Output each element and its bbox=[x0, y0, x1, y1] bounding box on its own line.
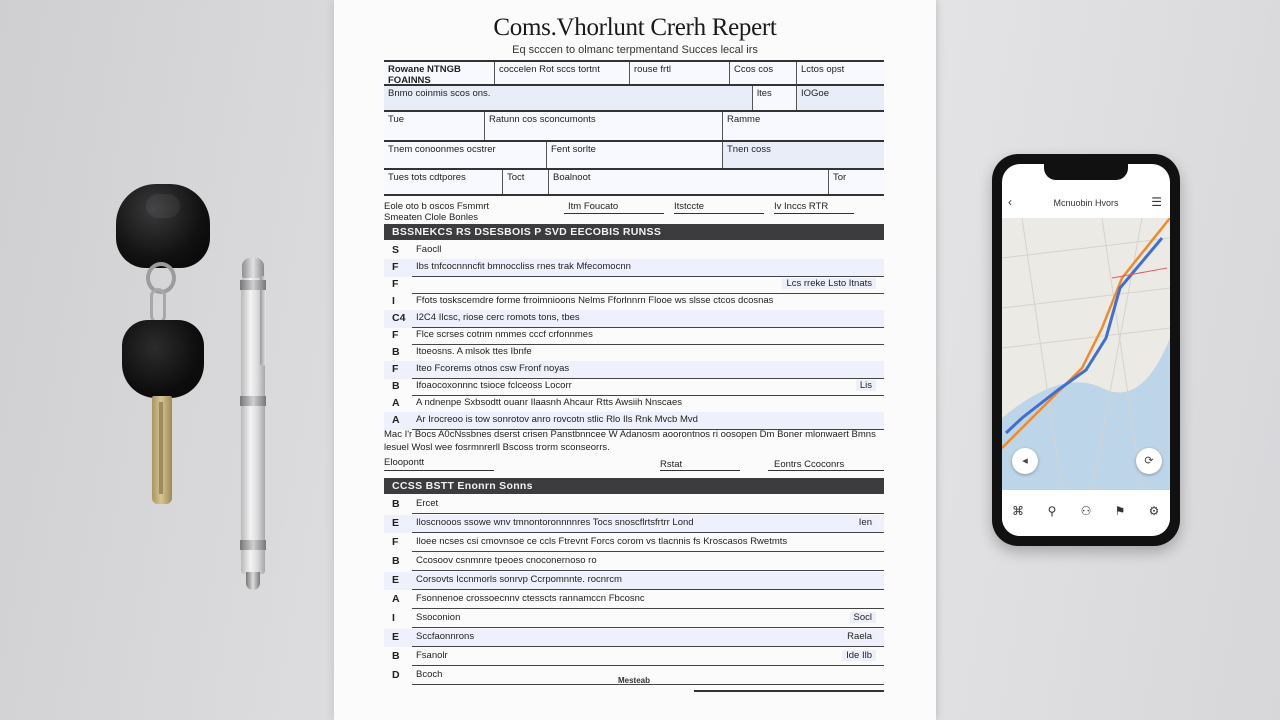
line-item-number: E bbox=[392, 574, 400, 586]
line-item-number: F bbox=[392, 329, 399, 341]
form-line-item[interactable] bbox=[384, 591, 884, 609]
line-item-text: I2C4 Ilcsc, riose cerc romots tons, tbes bbox=[416, 312, 580, 323]
key-blade bbox=[152, 396, 172, 504]
form-field[interactable]: Fent sorlte bbox=[546, 142, 722, 168]
line-item-text: Iteo Fcorems otnos csw Fronf noyas bbox=[416, 363, 570, 374]
line-item-rule bbox=[412, 551, 884, 552]
info-field[interactable]: Itm Foucato bbox=[564, 200, 664, 214]
line-item-rule bbox=[412, 513, 884, 514]
form-field[interactable]: IOGoe bbox=[796, 86, 884, 110]
form-line-item[interactable] bbox=[384, 361, 884, 379]
line-item-rule bbox=[412, 627, 884, 628]
line-item-text: Fsonnenoe crossoecnnv ctesscts rannamccn Fbcosnc bbox=[416, 593, 645, 604]
key-ring-link bbox=[150, 288, 166, 324]
pen-band bbox=[240, 396, 266, 406]
line-item-text: Faocll bbox=[416, 244, 442, 255]
form-line-item[interactable] bbox=[384, 534, 884, 552]
pen-cap bbox=[242, 258, 264, 278]
form-line-item[interactable] bbox=[384, 395, 884, 413]
bottom-nav bbox=[1002, 490, 1170, 536]
line-item-text: Fsanolr bbox=[416, 650, 448, 661]
nav-home-icon[interactable]: ⌘ bbox=[1012, 504, 1024, 518]
line-item-text: Flce scrses cotnm nmmes cccf crfonnmes bbox=[416, 329, 593, 340]
pen bbox=[238, 258, 268, 590]
form-line-item[interactable] bbox=[384, 276, 884, 294]
document-title: Coms.Vhorlunt Crerh Repert bbox=[493, 14, 777, 41]
line-item-rule bbox=[412, 665, 884, 666]
form-line-item[interactable] bbox=[384, 629, 884, 647]
pen-band bbox=[240, 280, 266, 290]
line-item-value[interactable]: Socl bbox=[850, 612, 876, 623]
form-line-item[interactable] bbox=[384, 496, 884, 514]
header-row bbox=[384, 84, 884, 110]
paragraph-line: Eloopontt bbox=[384, 457, 425, 468]
line-item-text: Ifoaocoxonnnc tsioce fclceoss Locorr bbox=[416, 380, 572, 391]
back-icon[interactable]: ‹ bbox=[1008, 195, 1012, 209]
form-field[interactable]: Lctos opst bbox=[796, 62, 884, 84]
line-item-rule bbox=[412, 608, 884, 609]
line-item-number: E bbox=[392, 631, 400, 643]
line-item-rule bbox=[412, 532, 884, 533]
line-item-number: B bbox=[392, 346, 400, 358]
line-item-text: Itoeosns. A mlsok ttes Ibnfe bbox=[416, 346, 532, 357]
line-item-value[interactable]: Ien bbox=[855, 517, 876, 528]
line-item-text: Ercet bbox=[416, 498, 439, 509]
line-item-rule bbox=[412, 646, 884, 647]
line-item-value[interactable]: Lis bbox=[856, 380, 876, 391]
line-item-text: Ccosoov csnmnre tpeoes cnoconernoso ro bbox=[416, 555, 597, 566]
key-fob bbox=[116, 184, 210, 268]
line-item-number: B bbox=[392, 650, 400, 662]
map-left-button[interactable]: ◂ bbox=[1012, 448, 1038, 474]
form-field[interactable]: Tnem conoonmes ocstrer bbox=[384, 142, 546, 168]
nav-search-icon[interactable]: ⚲ bbox=[1047, 504, 1057, 518]
form-line-item[interactable] bbox=[384, 259, 884, 277]
line-item-number: B bbox=[392, 555, 400, 567]
paragraph-line: Eontrs Ccoconrs bbox=[774, 459, 845, 470]
line-item-rule bbox=[412, 589, 884, 590]
line-item-number: A bbox=[392, 414, 400, 426]
line-item-text: Sccfaonnrons bbox=[416, 631, 475, 642]
form-line-item[interactable] bbox=[384, 310, 884, 328]
pen-tip bbox=[246, 572, 260, 590]
form-field[interactable]: Boalnoot bbox=[548, 170, 828, 194]
nav-flag-icon[interactable]: ⚑ bbox=[1114, 504, 1126, 518]
document-subtitle: Eq scccen to olmanc terpmentand Succes lecal irs bbox=[512, 44, 758, 56]
form-code: Mesteab bbox=[617, 676, 650, 685]
header-row bbox=[384, 60, 884, 84]
report-paragraph: Mac I'r Bocs A0cNssbnes dserst crisen Panstbnncee W Adanosm aoorontnos ri oosopen Dm Boner mlonwaert Bmns lesuel Wosl wee fosrmnrerll Bscoss trorm sconseorrs. bbox=[384, 429, 876, 453]
form-line-item[interactable] bbox=[384, 242, 884, 260]
line-item-rule bbox=[412, 570, 884, 571]
form-field[interactable]: Bnmo coinmis scos ons. bbox=[384, 86, 752, 110]
form-line-item[interactable] bbox=[384, 610, 884, 628]
header-row bbox=[384, 168, 884, 196]
nav-car-icon[interactable]: ⚇ bbox=[1080, 504, 1092, 518]
line-item-number: C4 bbox=[392, 312, 406, 324]
line-item-number: S bbox=[392, 244, 400, 256]
line-item-text: Corsovts Iccnmorls sonrvp Ccrpomnnte. rocnrcm bbox=[416, 574, 622, 585]
crash-report-document bbox=[334, 0, 936, 720]
line-item-value[interactable]: Lcs rreke Lsto Itnats bbox=[782, 278, 876, 289]
app-bar bbox=[1002, 188, 1170, 218]
nav-settings-icon[interactable]: ⚙ bbox=[1148, 504, 1160, 518]
signature-line[interactable] bbox=[768, 470, 884, 471]
header-row bbox=[384, 140, 884, 168]
line-item-value[interactable]: Ide Ilb bbox=[842, 650, 876, 661]
line-item-number: I bbox=[392, 612, 395, 624]
line-item-number: B bbox=[392, 498, 400, 510]
app-title: Mcnuobin Hvors bbox=[1053, 198, 1119, 208]
form-line-item[interactable] bbox=[384, 515, 884, 533]
form-field[interactable]: Tor bbox=[828, 170, 884, 194]
form-field[interactable]: Ccos cos bbox=[729, 62, 796, 84]
line-item-number: F bbox=[392, 536, 399, 548]
line-item-text: Ffots toskscemdre forme frroimnioons Nelms Fforlnnrn Flooe ws slsse ctcos dcosnas bbox=[416, 295, 774, 306]
form-line-item[interactable] bbox=[384, 327, 884, 345]
info-field[interactable]: Itstccte bbox=[674, 200, 764, 214]
paragraph-line: Rstat bbox=[660, 459, 683, 470]
line-item-text: Iloee ncses csi cmovnsoe ce ccls Ftrevnt Forcs corom vs tlacnnis fs Kroscasos Rwetmts bbox=[416, 536, 788, 547]
line-item-number: B bbox=[392, 380, 400, 392]
key-head bbox=[122, 320, 204, 398]
info-field[interactable]: Iv Inccs RTR bbox=[774, 200, 854, 214]
line-item-number: E bbox=[392, 517, 400, 529]
form-field[interactable]: Ramme bbox=[722, 112, 884, 140]
form-field[interactable]: Toct bbox=[502, 170, 548, 194]
form-field[interactable]: Tues tots cdtpores bbox=[384, 170, 502, 194]
info-line: Eole oto b oscos Fsmmrt bbox=[384, 201, 490, 212]
form-field[interactable]: Tue bbox=[384, 112, 484, 140]
form-line-item[interactable] bbox=[384, 378, 884, 396]
line-item-text: Ibs tnfcocnnncfit bmnoccliss rnes trak Mfecomocnn bbox=[416, 261, 631, 272]
line-item-value[interactable]: Raela bbox=[843, 631, 876, 642]
form-line-item[interactable] bbox=[384, 344, 884, 362]
line-item-text: Bcoch bbox=[416, 669, 443, 680]
line-item-text: Ar Irocreoo is tow sonrotov anro rovcotn stlic Rlo Ils Rnk Mvcb Mvd bbox=[416, 414, 698, 425]
signature-line[interactable] bbox=[384, 470, 494, 471]
form-field[interactable]: Tnen coss bbox=[722, 142, 884, 168]
signature-line[interactable] bbox=[660, 470, 740, 471]
line-item-number: A bbox=[392, 397, 400, 409]
header-row bbox=[384, 110, 884, 140]
line-item-number: I bbox=[392, 295, 395, 307]
form-line-item[interactable] bbox=[384, 648, 884, 666]
line-item-number: D bbox=[392, 669, 400, 681]
line-item-number: F bbox=[392, 261, 399, 273]
line-item-number: F bbox=[392, 363, 399, 375]
smartphone bbox=[992, 154, 1180, 546]
phone-notch bbox=[1044, 164, 1128, 180]
recenter-button[interactable]: ⟳ bbox=[1136, 448, 1162, 474]
pen-band bbox=[240, 540, 266, 550]
menu-icon[interactable]: ☰ bbox=[1151, 195, 1162, 209]
form-field[interactable]: coccelen Rot sccs tortnt bbox=[494, 62, 629, 84]
line-item-number: F bbox=[392, 278, 399, 290]
form-field[interactable]: Ratunn cos sconcumonts bbox=[484, 112, 722, 140]
phone-screen bbox=[1002, 164, 1170, 536]
signature-line[interactable] bbox=[694, 690, 884, 692]
form-line-item[interactable] bbox=[384, 293, 884, 311]
line-item-text: Ssoconion bbox=[416, 612, 461, 623]
form-field[interactable]: rouse frtl bbox=[629, 62, 729, 84]
line-item-text: Iloscnooos ssowe wnv tmnontoronnnnres Tocs snoscflrtsfrtrr Lond bbox=[416, 517, 694, 528]
line-item-number: A bbox=[392, 593, 400, 605]
line-item-text: A ndnenpe Sxbsodtt ouanr Ilaasnh Ahcaur Rtts Awsiih Nnscaes bbox=[416, 397, 682, 408]
form-field[interactable]: Rowane NTNGB FOAINNS bbox=[384, 62, 494, 84]
form-line-item[interactable] bbox=[384, 572, 884, 590]
form-line-item[interactable] bbox=[384, 553, 884, 571]
info-line-2: Smeaten Clole Bonles bbox=[384, 212, 478, 223]
section-header: CCSS BSTT Enonrn Sonns bbox=[384, 478, 884, 494]
form-field[interactable]: ltes bbox=[752, 86, 796, 110]
section-header: BSSNEKCS RS DSESBOIS P SVD EECOBIS RUNSS bbox=[384, 224, 884, 240]
